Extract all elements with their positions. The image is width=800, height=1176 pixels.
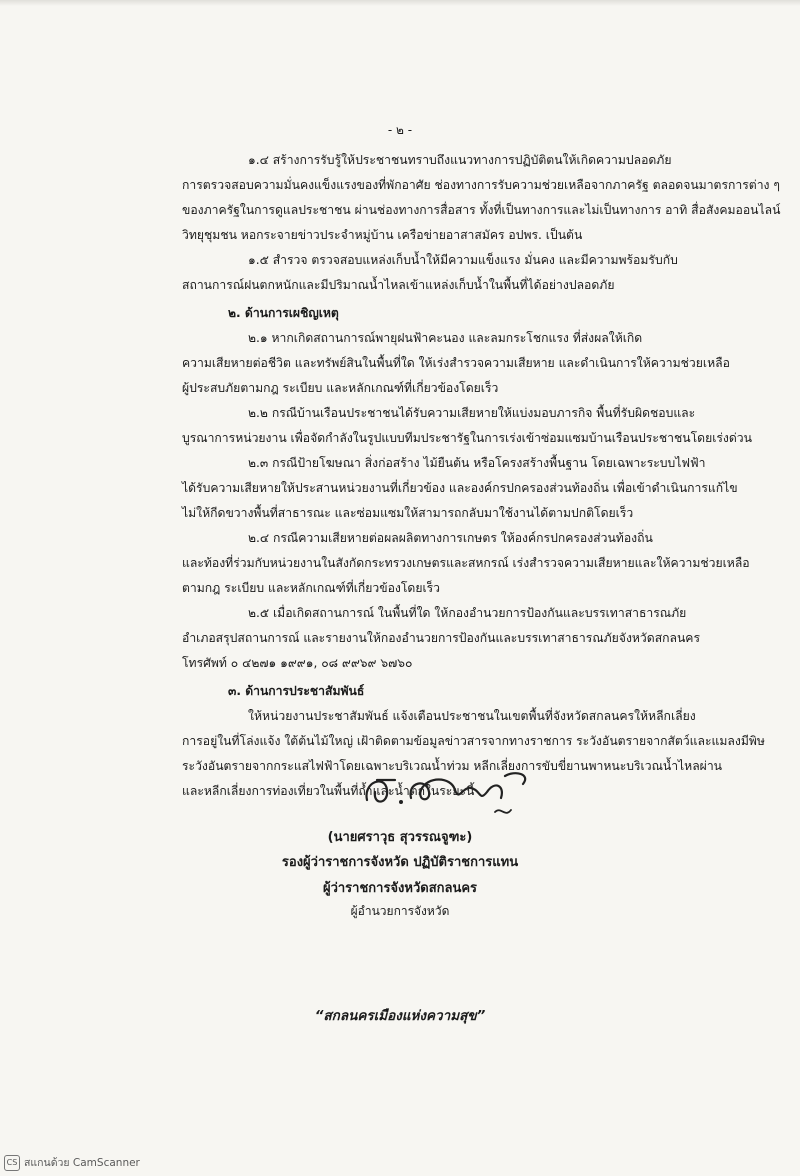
camscanner-icon: CS — [4, 1155, 20, 1171]
item-2-3-line-3: ไม่ให้กีดขวางพื้นที่สาธารณะ และซ่อมแซมให้สามารถกลับมาใช้งานได้ตามปกติโดยเร็ว — [182, 506, 634, 520]
handwritten-signature — [355, 762, 555, 822]
signatory-position-2: ผู้ว่าราชการจังหวัดสกลนคร — [322, 881, 478, 896]
section-3-line-1: ให้หน่วยงานประชาสัมพันธ์ แจ้งเตือนประชาชนในเขตพื้นที่จังหวัดสกลนครให้หลีกเลี่ยง — [248, 709, 696, 723]
item-2-3-line-2: ได้รับความเสียหายให้ประสานหน่วยงานที่เกี่ยวข้อง และองค์กรปกครองส่วนท้องถิ่น เพื่อเข้าดำเนินการแก้ไข — [182, 481, 738, 495]
section-3-heading: ๓. ด้านการประชาสัมพันธ์ — [228, 684, 365, 698]
item-2-2-line-2: บูรณาการหน่วยงาน เพื่อจัดกำลังในรูปแบบทีมประชารัฐในการเร่งเข้าซ่อมแซมบ้านเรือนประชาชนโดยเร่งด่วน — [182, 431, 752, 445]
scanner-watermark — [4, 1154, 140, 1171]
item-2-5-line-1: ๒.๕ เมื่อเกิดสถานการณ์ ในพื้นที่ใด ให้กองอำนวยการป้องกันและบรรเทาสาธารณภัย — [248, 606, 687, 620]
signatory-position-3: ผู้อำนวยการจังหวัด — [350, 904, 450, 918]
item-2-3-line-1: ๒.๓ กรณีป้ายโฆษณา สิ่งก่อสร้าง ไม้ยืนต้น หรือโครงสร้างพื้นฐาน โดยเฉพาะระบบไฟฟ้า — [248, 456, 706, 470]
item-1-4-line-3: ของภาครัฐในการดูแลประชาชน ผ่านช่องทางการสื่อสาร ทั้งที่เป็นทางการและไม่เป็นทางการ อาทิ สื่อสังคมออนไลน์ — [182, 203, 781, 217]
item-1-4-line-4: วิทยุชุมชน หอกระจายข่าวประจำหมู่บ้าน เครือข่ายอาสาสมัคร อปพร. เป็นต้น — [182, 228, 583, 242]
scanner-watermark-text: สแกนด้วย CamScanner — [24, 1157, 140, 1169]
section-3-line-2: การอยู่ในที่โล่งแจ้ง ใต้ต้นไม้ใหญ่ เฝ้าติดตามข้อมูลข่าวสารจากทางราชการ ระวังอันตรายจากสัตว์และแมลงมีพิษ — [182, 734, 765, 748]
item-2-5-line-3: โทรศัพท์ ๐ ๔๒๗๑ ๑๙๙๑, ๐๘ ๙๙๖๙ ๖๗๖๐ — [182, 656, 413, 670]
province-motto: “สกลนครเมืองแห่งความสุข” — [314, 1008, 486, 1024]
item-2-1-line-3: ผู้ประสบภัยตามกฎ ระเบียบ และหลักเกณฑ์ที่เกี่ยวข้องโดยเร็ว — [182, 381, 499, 395]
section-2-heading: ๒. ด้านการเผชิญเหตุ — [228, 306, 339, 320]
section-3-line-3: ระวังอันตรายจากกระแสไฟฟ้าโดยเฉพาะบริเวณน้ำท่วม หลีกเลี่ยงการขับขี่ยานพาหนะบริเวณน้ำไหลผ่าน — [182, 759, 722, 773]
item-1-5-line-1: ๑.๕ สำรวจ ตรวจสอบแหล่งเก็บน้ำให้มีความแข็งแรง มั่นคง และมีความพร้อมรับกับ — [248, 253, 678, 267]
item-1-4-line-2: การตรวจสอบความมั่นคงแข็งแรงของที่พักอาศัย ช่องทางการรับความช่วยเหลือจากภาครัฐ ตลอดจนมาตรการต่าง ๆ — [182, 178, 780, 192]
item-2-1-line-1: ๒.๑ หากเกิดสถานการณ์พายุฝนฟ้าคะนอง และลมกระโชกแรง ที่ส่งผลให้เกิด — [248, 331, 643, 345]
item-2-4-line-3: ตามกฎ ระเบียบ และหลักเกณฑ์ที่เกี่ยวข้องโดยเร็ว — [182, 581, 441, 595]
item-2-5-line-2: อำเภอสรุปสถานการณ์ และรายงานให้กองอำนวยการป้องกันและบรรเทาสาธารณภัยจังหวัดสกลนคร — [182, 631, 701, 645]
section-3-line-4: และหลีกเลี่ยงการท่องเที่ยวในพื้นที่ถ้ำและน้ำตกในระยะนี้ — [182, 784, 475, 798]
item-2-4-line-1: ๒.๔ กรณีความเสียหายต่อผลผลิตทางการเกษตร ให้องค์กรปกครองส่วนท้องถิ่น — [248, 531, 653, 545]
item-1-5-line-2: สถานการณ์ฝนตกหนักและมีปริมาณน้ำไหลเข้าแหล่งเก็บน้ำในพื้นที่ได้อย่างปลอดภัย — [182, 278, 615, 292]
item-1-4-line-1: ๑.๔ สร้างการรับรู้ให้ประชาชนทราบถึงแนวทางการปฏิบัติตนให้เกิดความปลอดภัย — [248, 153, 672, 167]
scan-edge — [0, 0, 800, 6]
signatory-position-1: รองผู้ว่าราชการจังหวัด ปฏิบัติราชการแทน — [281, 855, 519, 870]
item-2-4-line-2: และท้องที่ร่วมกับหน่วยงานในสังกัดกระทรวงเกษตรและสหกรณ์ เร่งสำรวจความเสียหายและให้ความช่วยเหลือ — [182, 556, 750, 570]
item-2-2-line-1: ๒.๒ กรณีบ้านเรือนประชาชนได้รับความเสียหายให้แบ่งมอบภารกิจ พื้นที่รับผิดชอบและ — [248, 406, 696, 420]
signatory-name: (นายศราวุธ สุวรรณจูฑะ) — [327, 830, 473, 845]
item-2-1-line-2: ความเสียหายต่อชีวิต และทรัพย์สินในพื้นที่ใด ให้เร่งสำรวจความเสียหาย และดำเนินการให้ความช่วยเหลือ — [182, 356, 730, 370]
page-number: - ๒ - — [387, 123, 413, 137]
